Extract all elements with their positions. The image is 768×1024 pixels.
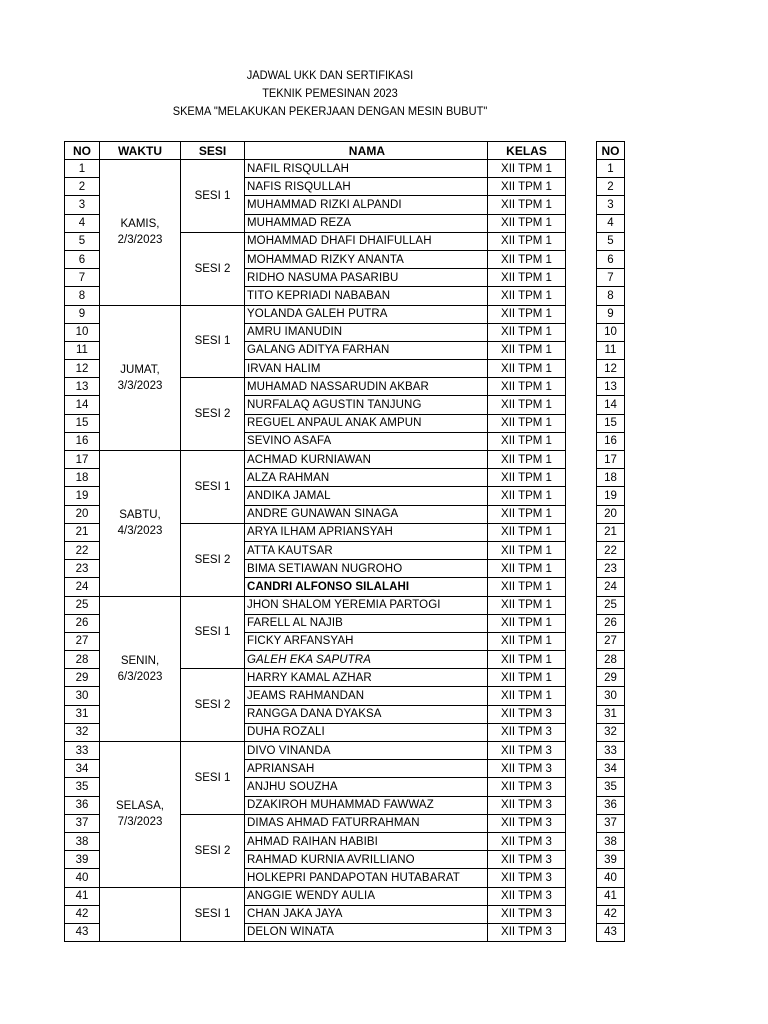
table-row: [65, 742, 566, 760]
student-class: XII TPM 3: [488, 869, 566, 887]
row-number: 10: [65, 323, 100, 341]
student-class: XII TPM 1: [488, 232, 566, 250]
student-name: TITO KEPRIADI NABABAN: [245, 287, 488, 305]
side-row: [597, 669, 625, 687]
side-row: [597, 178, 625, 196]
side-row: [597, 214, 625, 232]
student-class: XII TPM 1: [488, 451, 566, 469]
side-row-number: 9: [597, 305, 625, 323]
row-number: 29: [65, 669, 100, 687]
student-name: DIVO VINANDA: [245, 742, 488, 760]
student-name: AMRU IMANUDIN: [245, 323, 488, 341]
side-row-number: 18: [597, 469, 625, 487]
row-number: 32: [65, 723, 100, 741]
student-class: XII TPM 1: [488, 396, 566, 414]
student-class: XII TPM 3: [488, 851, 566, 869]
side-row: [597, 851, 625, 869]
student-name: ANGGIE WENDY AULIA: [245, 887, 488, 905]
student-class: XII TPM 1: [488, 160, 566, 178]
student-class: XII TPM 1: [488, 487, 566, 505]
side-row: [597, 232, 625, 250]
student-class: XII TPM 3: [488, 760, 566, 778]
side-row-number: 19: [597, 487, 625, 505]
session-cell: SESI 2: [181, 814, 245, 887]
student-class: XII TPM 1: [488, 178, 566, 196]
side-row-number: 1: [597, 160, 625, 178]
row-number: 6: [65, 250, 100, 268]
side-row-number: 34: [597, 760, 625, 778]
row-number: 33: [65, 742, 100, 760]
side-row: [597, 651, 625, 669]
row-number: 36: [65, 796, 100, 814]
session-cell: SESI 2: [181, 523, 245, 596]
side-row-number: 33: [597, 742, 625, 760]
side-row-number: 28: [597, 651, 625, 669]
side-row: [597, 160, 625, 178]
side-row: [597, 760, 625, 778]
student-class: XII TPM 1: [488, 250, 566, 268]
day-cell: KAMIS, 2/3/2023: [100, 160, 181, 306]
side-row-number: 16: [597, 432, 625, 450]
row-number: 7: [65, 269, 100, 287]
table-row: [65, 451, 566, 469]
student-class: XII TPM 1: [488, 505, 566, 523]
student-class: XII TPM 1: [488, 632, 566, 650]
side-row-number: 38: [597, 832, 625, 850]
header-sesi: SESI: [181, 142, 245, 160]
side-row-number: 43: [597, 923, 625, 941]
student-class: XII TPM 3: [488, 705, 566, 723]
side-row-number: 5: [597, 232, 625, 250]
student-class: XII TPM 1: [488, 560, 566, 578]
side-row: [597, 887, 625, 905]
side-row-number: 15: [597, 414, 625, 432]
student-name: ANDIKA JAMAL: [245, 487, 488, 505]
student-name: ANDRE GUNAWAN SINAGA: [245, 505, 488, 523]
side-row: [597, 360, 625, 378]
student-class: XII TPM 1: [488, 196, 566, 214]
row-number: 17: [65, 451, 100, 469]
student-class: XII TPM 1: [488, 541, 566, 559]
side-header-row: [597, 142, 625, 160]
row-number: 8: [65, 287, 100, 305]
session-cell: SESI 1: [181, 160, 245, 233]
student-name: APRIANSAH: [245, 760, 488, 778]
side-row-number: 23: [597, 560, 625, 578]
header-nama: NAMA: [245, 142, 488, 160]
session-cell: SESI 1: [181, 305, 245, 378]
student-name: FARELL AL NAJIB: [245, 614, 488, 632]
side-row-number: 13: [597, 378, 625, 396]
student-name: ARYA ILHAM APRIANSYAH: [245, 523, 488, 541]
student-name: IRVAN HALIM: [245, 360, 488, 378]
side-row-number: 40: [597, 869, 625, 887]
student-class: XII TPM 1: [488, 287, 566, 305]
side-row-number: 8: [597, 287, 625, 305]
side-row-number: 4: [597, 214, 625, 232]
student-name: MOHAMMAD DHAFI DHAIFULLAH: [245, 232, 488, 250]
side-row: [597, 723, 625, 741]
side-row: [597, 469, 625, 487]
side-row: [597, 578, 625, 596]
side-row: [597, 869, 625, 887]
student-name: NAFIS RISQULLAH: [245, 178, 488, 196]
student-name: ACHMAD KURNIAWAN: [245, 451, 488, 469]
side-row-number: 2: [597, 178, 625, 196]
day-cell: [100, 887, 181, 942]
student-name: CHAN JAKA JAYA: [245, 905, 488, 923]
side-row: [597, 687, 625, 705]
student-name: NAFIL RISQULLAH: [245, 160, 488, 178]
row-number: 14: [65, 396, 100, 414]
side-row-number: 21: [597, 523, 625, 541]
side-row-number: 27: [597, 632, 625, 650]
side-row: [597, 269, 625, 287]
side-row: [597, 414, 625, 432]
side-row: [597, 614, 625, 632]
side-row-number: 41: [597, 887, 625, 905]
side-row: [597, 378, 625, 396]
student-name: RAHMAD KURNIA AVRILLIANO: [245, 851, 488, 869]
side-row: [597, 632, 625, 650]
row-number: 25: [65, 596, 100, 614]
side-header-no: NO: [597, 142, 625, 160]
side-row-number: 36: [597, 796, 625, 814]
row-number: 34: [65, 760, 100, 778]
student-class: XII TPM 1: [488, 323, 566, 341]
side-row: [597, 778, 625, 796]
document-scheme: SKEMA "MELAKUKAN PEKERJAAN DENGAN MESIN BUBUT": [172, 104, 488, 118]
side-row: [597, 814, 625, 832]
session-cell: SESI 1: [181, 887, 245, 942]
student-class: XII TPM 3: [488, 796, 566, 814]
side-row: [597, 742, 625, 760]
row-number: 21: [65, 523, 100, 541]
row-number: 38: [65, 832, 100, 850]
student-name: NURFALAQ AGUSTIN TANJUNG: [245, 396, 488, 414]
session-cell: SESI 1: [181, 596, 245, 669]
side-row: [597, 250, 625, 268]
student-class: XII TPM 3: [488, 832, 566, 850]
side-row: [597, 287, 625, 305]
row-number: 2: [65, 178, 100, 196]
side-row-number: 30: [597, 687, 625, 705]
row-number: 41: [65, 887, 100, 905]
side-row: [597, 487, 625, 505]
day-cell: SELASA, 7/3/2023: [100, 742, 181, 888]
student-class: XII TPM 3: [488, 742, 566, 760]
student-class: XII TPM 1: [488, 669, 566, 687]
session-cell: SESI 2: [181, 232, 245, 305]
row-number: 35: [65, 778, 100, 796]
student-name: JEAMS RAHMANDAN: [245, 687, 488, 705]
side-row-number: 31: [597, 705, 625, 723]
student-class: XII TPM 3: [488, 923, 566, 941]
student-name: MUHAMMAD RIZKI ALPANDI: [245, 196, 488, 214]
side-row: [597, 451, 625, 469]
side-row-number: 11: [597, 341, 625, 359]
day-cell: JUMAT, 3/3/2023: [100, 305, 181, 451]
side-row: [597, 905, 625, 923]
side-row-number: 32: [597, 723, 625, 741]
student-class: XII TPM 1: [488, 341, 566, 359]
student-class: XII TPM 1: [488, 360, 566, 378]
student-class: XII TPM 3: [488, 723, 566, 741]
session-cell: SESI 1: [181, 451, 245, 524]
student-name: FICKY ARFANSYAH: [245, 632, 488, 650]
row-number: 30: [65, 687, 100, 705]
side-row: [597, 705, 625, 723]
table-row: [65, 596, 566, 614]
student-name: MOHAMMAD RIZKY ANANTA: [245, 250, 488, 268]
row-number: 11: [65, 341, 100, 359]
row-number: 15: [65, 414, 100, 432]
side-row-number: 39: [597, 851, 625, 869]
student-name: GALEH EKA SAPUTRA: [245, 651, 488, 669]
row-number: 18: [65, 469, 100, 487]
row-number: 22: [65, 541, 100, 559]
side-row: [597, 541, 625, 559]
student-class: XII TPM 1: [488, 378, 566, 396]
side-row-number: 26: [597, 614, 625, 632]
student-name: DELON WINATA: [245, 923, 488, 941]
row-number: 40: [65, 869, 100, 887]
number-column-table: [596, 141, 625, 942]
side-row-number: 29: [597, 669, 625, 687]
side-row-number: 24: [597, 578, 625, 596]
student-name: GALANG ADITYA FARHAN: [245, 341, 488, 359]
row-number: 31: [65, 705, 100, 723]
header-waktu: WAKTU: [100, 142, 181, 160]
table-row: [65, 160, 566, 178]
document-title: JADWAL UKK DAN SERTIFIKASI: [246, 68, 414, 82]
student-class: XII TPM 1: [488, 596, 566, 614]
side-row: [597, 832, 625, 850]
header-kelas: KELAS: [488, 142, 566, 160]
row-number: 37: [65, 814, 100, 832]
student-name: SEVINO ASAFA: [245, 432, 488, 450]
side-row: [597, 196, 625, 214]
student-name: DUHA ROZALI: [245, 723, 488, 741]
side-row-number: 7: [597, 269, 625, 287]
side-row: [597, 305, 625, 323]
side-row-number: 12: [597, 360, 625, 378]
side-row: [597, 923, 625, 941]
row-number: 16: [65, 432, 100, 450]
side-row: [597, 560, 625, 578]
student-class: XII TPM 3: [488, 905, 566, 923]
row-number: 4: [65, 214, 100, 232]
side-row: [597, 596, 625, 614]
row-number: 19: [65, 487, 100, 505]
student-class: XII TPM 1: [488, 578, 566, 596]
student-class: XII TPM 1: [488, 687, 566, 705]
student-class: XII TPM 3: [488, 778, 566, 796]
side-row: [597, 432, 625, 450]
student-name: JHON SHALOM YEREMIA PARTOGI: [245, 596, 488, 614]
header-row: [65, 142, 566, 160]
row-number: 3: [65, 196, 100, 214]
row-number: 43: [65, 923, 100, 941]
student-class: XII TPM 1: [488, 269, 566, 287]
session-cell: SESI 2: [181, 378, 245, 451]
student-class: XII TPM 1: [488, 305, 566, 323]
header-no: NO: [65, 142, 100, 160]
row-number: 1: [65, 160, 100, 178]
student-class: XII TPM 1: [488, 651, 566, 669]
student-name: MUHAMMAD REZA: [245, 214, 488, 232]
table-row: [65, 305, 566, 323]
side-row: [597, 505, 625, 523]
side-row-number: 10: [597, 323, 625, 341]
side-row: [597, 341, 625, 359]
side-row-number: 25: [597, 596, 625, 614]
student-name: RANGGA DANA DYAKSA: [245, 705, 488, 723]
side-row-number: 20: [597, 505, 625, 523]
row-number: 5: [65, 232, 100, 250]
row-number: 12: [65, 360, 100, 378]
session-cell: SESI 1: [181, 742, 245, 815]
student-name: BIMA SETIAWAN NUGROHO: [245, 560, 488, 578]
student-class: XII TPM 1: [488, 414, 566, 432]
student-class: XII TPM 3: [488, 814, 566, 832]
student-class: XII TPM 1: [488, 523, 566, 541]
side-row: [597, 796, 625, 814]
student-name: REGUEL ANPAUL ANAK AMPUN: [245, 414, 488, 432]
student-name: HARRY KAMAL AZHAR: [245, 669, 488, 687]
row-number: 23: [65, 560, 100, 578]
row-number: 42: [65, 905, 100, 923]
side-row: [597, 323, 625, 341]
row-number: 39: [65, 851, 100, 869]
side-row: [597, 523, 625, 541]
student-class: XII TPM 1: [488, 214, 566, 232]
student-name: DZAKIROH MUHAMMAD FAWWAZ: [245, 796, 488, 814]
side-row-number: 37: [597, 814, 625, 832]
row-number: 27: [65, 632, 100, 650]
side-row-number: 14: [597, 396, 625, 414]
student-name: ALZA RAHMAN: [245, 469, 488, 487]
student-name: MUHAMAD NASSARUDIN AKBAR: [245, 378, 488, 396]
row-number: 9: [65, 305, 100, 323]
document-subtitle: TEKNIK PEMESINAN 2023: [262, 86, 398, 100]
student-name: AHMAD RAIHAN HABIBI: [245, 832, 488, 850]
side-row-number: 35: [597, 778, 625, 796]
side-row-number: 22: [597, 541, 625, 559]
student-class: XII TPM 3: [488, 887, 566, 905]
row-number: 26: [65, 614, 100, 632]
day-cell: SABTU, 4/3/2023: [100, 451, 181, 597]
student-class: XII TPM 1: [488, 614, 566, 632]
student-name: DIMAS AHMAD FATURRAHMAN: [245, 814, 488, 832]
student-class: XII TPM 1: [488, 432, 566, 450]
session-cell: SESI 2: [181, 669, 245, 742]
side-row: [597, 396, 625, 414]
student-class: XII TPM 1: [488, 469, 566, 487]
student-name: ATTA KAUTSAR: [245, 541, 488, 559]
row-number: 20: [65, 505, 100, 523]
row-number: 24: [65, 578, 100, 596]
side-row-number: 17: [597, 451, 625, 469]
side-row-number: 6: [597, 250, 625, 268]
student-name: CANDRI ALFONSO SILALAHI: [245, 578, 488, 596]
student-name: ANJHU SOUZHA: [245, 778, 488, 796]
student-name: RIDHO NASUMA PASARIBU: [245, 269, 488, 287]
table-row: [65, 887, 566, 905]
student-name: YOLANDA GALEH PUTRA: [245, 305, 488, 323]
side-row-number: 42: [597, 905, 625, 923]
side-row-number: 3: [597, 196, 625, 214]
row-number: 13: [65, 378, 100, 396]
student-name: HOLKEPRI PANDAPOTAN HUTABARAT: [245, 869, 488, 887]
row-number: 28: [65, 651, 100, 669]
day-cell: SENIN, 6/3/2023: [100, 596, 181, 742]
schedule-table: [64, 141, 566, 942]
